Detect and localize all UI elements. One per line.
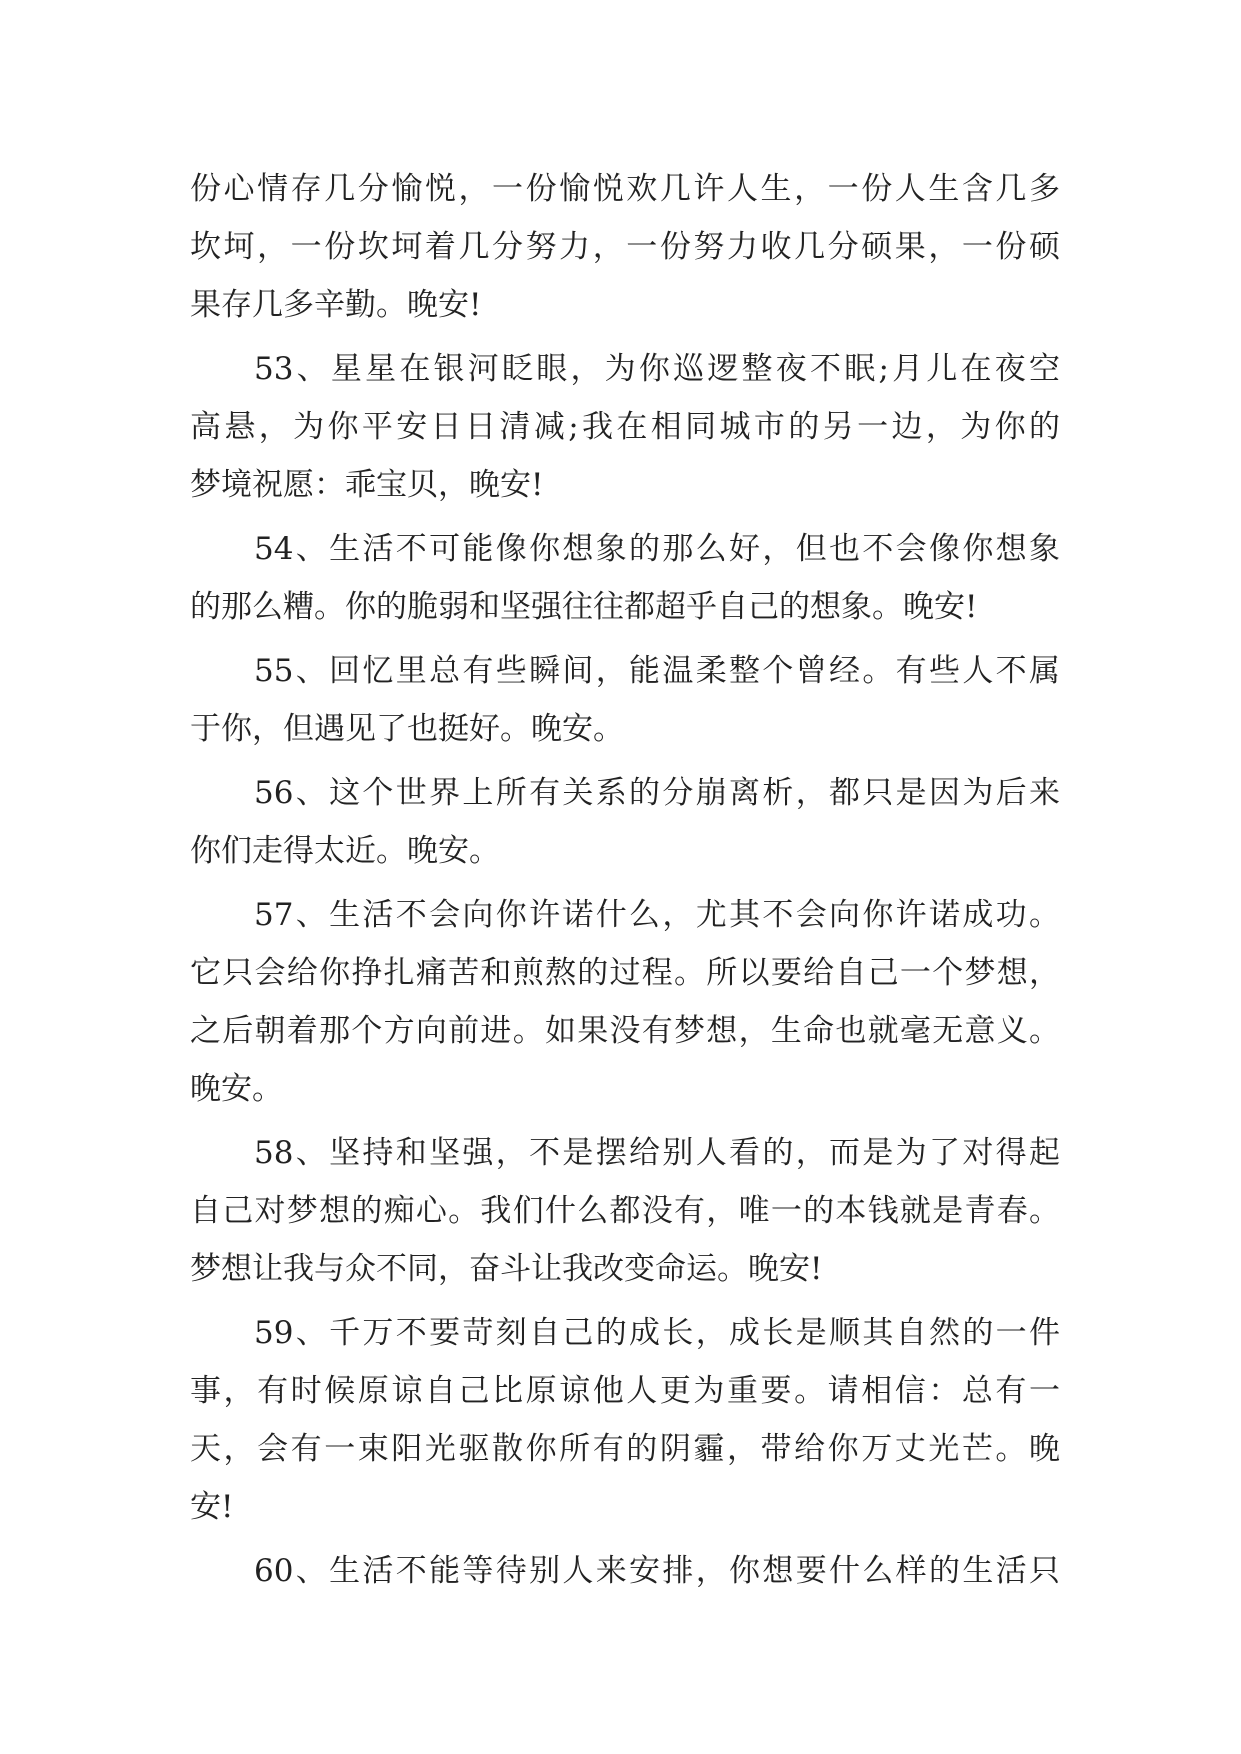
document-body xyxy=(190,160,1060,1606)
text-line: 58、坚持和坚强，不是摆给别人看的，而是为了对得起 xyxy=(254,1135,1060,1171)
text-line: 它只会给你挣扎痛苦和煎熬的过程。所以要给自己一个梦想， xyxy=(190,955,1060,991)
text-line: 53、星星在银河眨眼，为你巡逻整夜不眠;月儿在夜空 xyxy=(254,351,1060,387)
text-line: 59、千万不要苛刻自己的成长，成长是顺其自然的一件 xyxy=(254,1315,1060,1351)
paragraph-54 xyxy=(190,520,1060,636)
text-line: 的那么糟。你的脆弱和坚强往往都超乎自己的想象。晚安! xyxy=(190,589,978,625)
text-line: 自己对梦想的痴心。我们什么都没有，唯一的本钱就是青春。 xyxy=(190,1193,1060,1229)
text-line: 55、回忆里总有些瞬间，能温柔整个曾经。有些人不属 xyxy=(254,653,1060,689)
text-line: 事，有时候原谅自己比原谅他人更为重要。请相信：总有一 xyxy=(190,1373,1060,1409)
paragraph-60 xyxy=(190,1542,1060,1600)
text-line: 54、生活不可能像你想象的那么好，但也不会像你想象 xyxy=(254,531,1060,567)
paragraph-57 xyxy=(190,886,1060,1118)
text-line: 57、生活不会向你许诺什么，尤其不会向你许诺成功。 xyxy=(254,897,1060,933)
paragraph-55 xyxy=(190,642,1060,758)
text-line: 坎坷，一份坎坷着几分努力，一份努力收几分硕果，一份硕 xyxy=(190,229,1060,265)
text-line: 梦想让我与众不同，奋斗让我改变命运。晚安! xyxy=(190,1251,823,1287)
text-line: 份心情存几分愉悦，一份愉悦欢几许人生，一份人生含几多 xyxy=(190,171,1060,207)
text-line: 60、生活不能等待别人来安排，你想要什么样的生活只 xyxy=(254,1553,1060,1589)
text-line: 晚安。 xyxy=(190,1071,283,1107)
text-line: 梦境祝愿：乖宝贝，晚安! xyxy=(190,467,544,503)
paragraph-58 xyxy=(190,1124,1060,1298)
text-line: 安! xyxy=(190,1489,234,1525)
text-line: 天，会有一束阳光驱散你所有的阴霾，带给你万丈光芒。晚 xyxy=(190,1431,1060,1467)
text-line: 之后朝着那个方向前进。如果没有梦想，生命也就毫无意义。 xyxy=(190,1013,1060,1049)
paragraph-56 xyxy=(190,764,1060,880)
paragraph-59 xyxy=(190,1304,1060,1536)
text-line: 56、这个世界上所有关系的分崩离析，都只是因为后来 xyxy=(254,775,1060,811)
paragraph-continuation xyxy=(190,160,1060,334)
paragraph-53 xyxy=(190,340,1060,514)
text-line: 高悬，为你平安日日清减;我在相同城市的另一边，为你的 xyxy=(190,409,1060,445)
text-line: 你们走得太近。晚安。 xyxy=(190,833,500,869)
text-line: 果存几多辛勤。晚安! xyxy=(190,287,482,323)
text-line: 于你，但遇见了也挺好。晚安。 xyxy=(190,711,624,747)
